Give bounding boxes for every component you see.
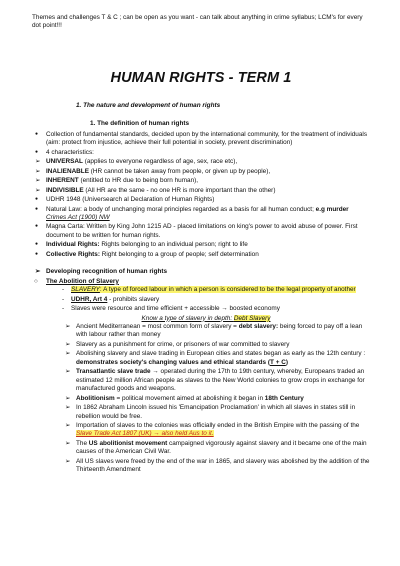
list-item: ➢ Ancient Mediterranean = most common form of slavery = debt slavery: being forced to pay off a lean with labour rather than money: [62, 323, 370, 340]
list-item: ➢ Transatlantic slave trade → operated during the 17th to 19th century, whereby, Europeans traded an estimated 12 million African people as slaves to the New World colonies to grow crops in exchange for manufactured goods and weapons.: [62, 368, 370, 393]
list-item: ➢ UNIVERSAL (applies to everyone regardless of age, sex, race etc),: [32, 158, 370, 166]
list-item: ● UDHR 1948 (Universearch al Declaration of Human Rights): [32, 196, 370, 204]
slavery-points: [32, 286, 370, 313]
subsection-heading: 1. The definition of human rights: [90, 120, 190, 128]
list-item: ➢ Importation of slaves to the colonies was officially ended in the British Empire with the passing of the Slave Trade Act 1807 (UK) → also held Aus to it.: [62, 422, 370, 439]
in-depth-note: Know a type of slavery in depth: Debt Slavery: [141, 314, 271, 322]
intro-note: Themes and challenges T & C ; can be open as you want - can talk about anything in crime syllabus; LCM's for every dot point!!!: [32, 14, 363, 30]
list-item: ● Collection of fundamental standards, decided upon by the international community, for the treatment of individuals (aim: protect from injustice, achieve their full potential in society, prevent discrimination): [32, 131, 370, 148]
list-item: ➢ INHERENT (entitled to HR due to being born human),: [32, 177, 370, 185]
definition-list: [32, 131, 370, 259]
list-item: ● Magna Carta: Written by King John 1215 AD - placed limitations on king's power to avoid abuse of power. First document to be written for human rights.: [32, 223, 370, 240]
list-item: - Slaves were resource and time efficient + accessible → boosted economy: [62, 305, 370, 313]
page-title: HUMAN RIGHTS - TERM 1: [110, 69, 292, 86]
list-item: ➢ Abolishing slavery and slave trading in European cities and states began as early as the 12th century : demonstrates society's changing values and ethical standards (T + C): [62, 350, 370, 367]
list-item: ➢ The US abolitionist movement campaigned vigorously against slavery and it became one of the main causes of the American Civil War.: [62, 440, 370, 457]
list-item: ➢ INALIENABLE (HR cannot be taken away from people, or given up by people),: [32, 168, 370, 176]
list-item: ➢ All US slaves were freed by the end of the war in 1865, and slavery was abolished by the addition of the Thirteenth Amendment: [62, 458, 370, 475]
list-item: ➢ INDIVISIBLE (All HR are the same - no one HR is more important than the other): [32, 187, 370, 195]
list-item: ➢ In 1862 Abraham Lincoln issued his 'Emancipation Proclamation' in which all slaves in states still in rebellion would be free.: [62, 404, 370, 421]
development-heading: ➢ Developing recognition of human rights: [32, 268, 370, 276]
list-item: ● Natural Law: a body of unchanging moral principles regarded as a basis for all human conduct; e.g murder Crimes Act (1900) NW: [32, 206, 370, 223]
list-item: ● Collective Rights: Right belonging to a group of people; self determination: [32, 251, 370, 259]
section-heading: 1. The nature and development of human rights: [76, 102, 221, 110]
list-item: - UDHR, Art 4 - prohibits slavery: [62, 296, 370, 304]
abolition-heading: ○ The Abolition of Slavery: [32, 278, 370, 286]
slavery-details: [32, 323, 370, 475]
list-item: ➢ Slavery as a punishment for crime, or prisoners of war committed to slavery: [62, 341, 370, 349]
list-item: - SLAVERY: A type of forced labour in which a person is considered to be the legal property of another: [62, 286, 370, 294]
list-item: ➢ Abolitionism = political movement aimed at abolishing it began in 18th Century: [62, 395, 370, 403]
list-item: ● Individual Rights: Rights belonging to an individual person; right to life: [32, 241, 370, 249]
development-list: [32, 268, 370, 276]
list-item: ● 4 characteristics:: [32, 149, 370, 157]
